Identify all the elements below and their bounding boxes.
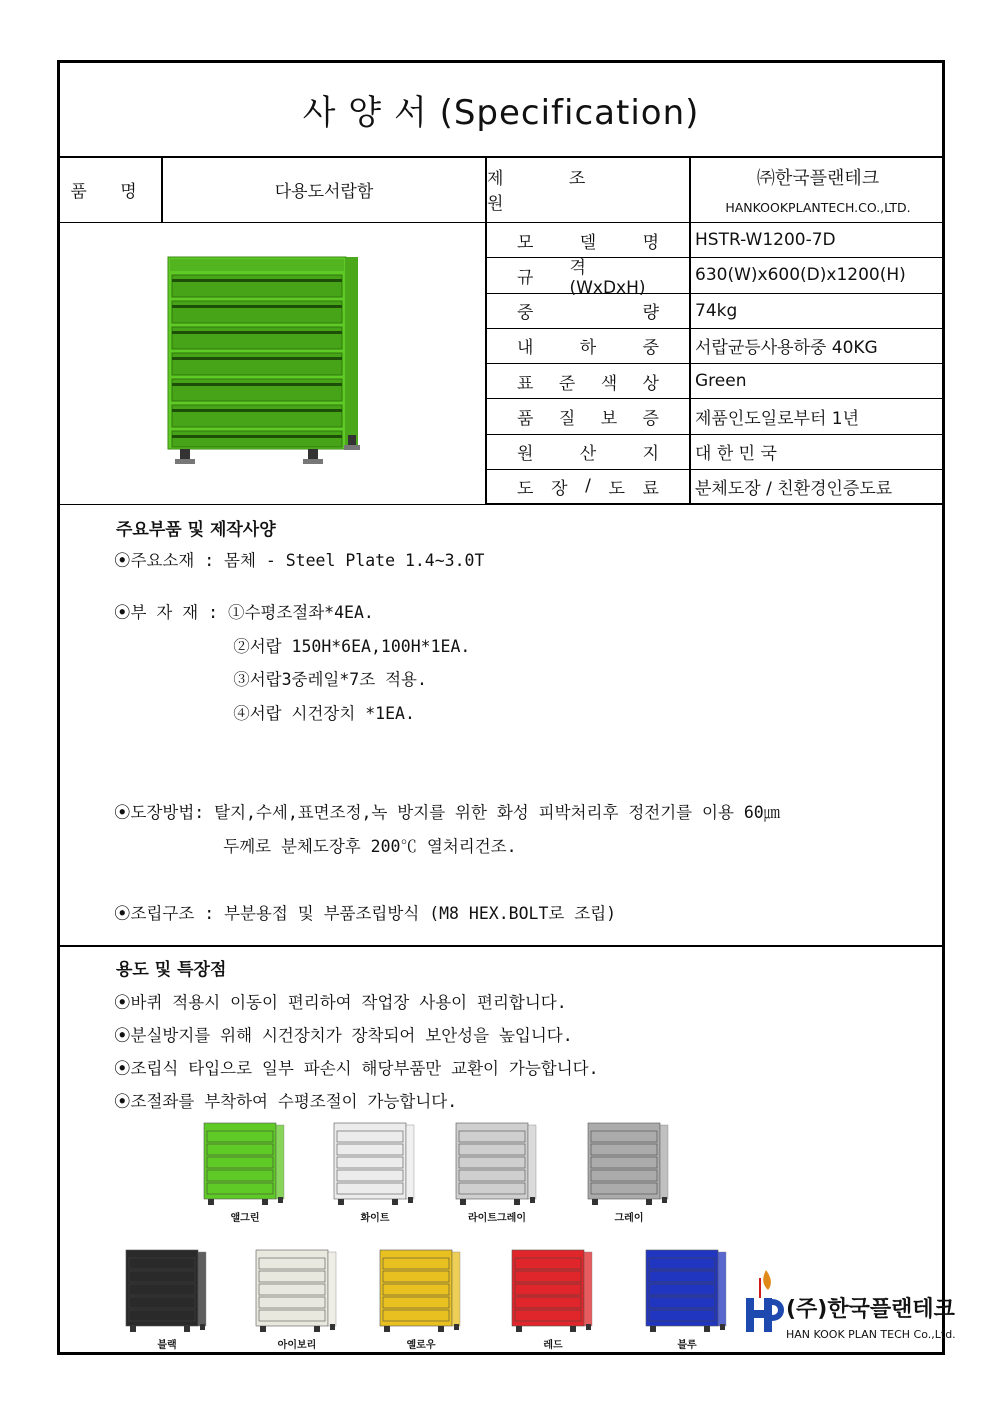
spec-label-part: 격 (WxDxH) <box>569 257 646 298</box>
logo-text-en: HAN KOOK PLAN TECH Co.,Ltd. <box>786 1328 956 1341</box>
spec-label-part: / <box>585 476 591 497</box>
spec-label-part: 품 <box>517 408 534 429</box>
spec-label-part: 보 <box>600 408 618 429</box>
spec-label-part: 중 <box>517 303 534 324</box>
color-cabinet-icon <box>330 1121 422 1207</box>
parts-heading: 주요부품 및 제작사양 <box>116 520 276 540</box>
spec-label-part: 내 <box>517 338 534 359</box>
spec-label <box>487 364 691 399</box>
company-logo-icon <box>740 1268 786 1338</box>
color-name-label: 아이보리 <box>277 1340 317 1351</box>
spec-label-part: 델 <box>579 232 597 253</box>
logo-text-kr: (주)한국플랜테크 <box>786 1297 955 1322</box>
product-name-value: 다용도서랍함 <box>163 156 487 223</box>
spec-label-part: 중 <box>642 338 659 359</box>
product-image-area <box>60 223 487 505</box>
color-name-label: 블루 <box>677 1340 697 1351</box>
color-name-label: 레드 <box>543 1340 563 1351</box>
spec-label <box>487 329 691 364</box>
feature-line: ⦿바퀴 적용시 이동이 편리하여 작업장 사용이 편리합니다. <box>114 993 567 1012</box>
spec-label-part: 료 <box>642 478 659 499</box>
spec-label-part: 도 <box>517 478 534 499</box>
parts-line: ⦿조립구조 : 부분용접 및 부품조립방식 (M8 HEX.BOLT로 조립) <box>114 904 617 923</box>
spec-label <box>487 257 691 298</box>
spec-label-part: 모 <box>517 232 534 253</box>
spec-label-part: 지 <box>642 444 659 465</box>
spec-value: 74kg <box>691 294 945 329</box>
color-name-label: 라이트그레이 <box>468 1213 526 1224</box>
spec-label-part: 하 <box>579 338 597 359</box>
spec-label-part: 규 <box>517 267 534 288</box>
parts-line: ⦿도장방법: 탈지,수세,표면조정,녹 방지를 위한 화성 피박처리후 정전기를 이용 60㎛ <box>114 803 781 822</box>
color-cabinet-icon <box>642 1248 734 1334</box>
product-cabinet-image <box>158 249 388 479</box>
color-name-label: 블랙 <box>157 1340 177 1351</box>
spec-value: 서랍균등사용하중 40KG <box>691 329 945 364</box>
color-name-label: 옐로우 <box>406 1340 436 1351</box>
maker-label: 제 조 원 <box>487 156 691 223</box>
spec-value: Green <box>691 364 945 399</box>
color-name-label: 화이트 <box>360 1213 390 1224</box>
spec-value: HSTR-W1200-7D <box>691 223 945 258</box>
spec-label-part: 산 <box>579 444 597 465</box>
spec-label-part: 명 <box>642 232 659 253</box>
feature-line: ⦿조립식 타입으로 일부 파손시 해당부품만 교환이 가능합니다. <box>114 1059 599 1078</box>
feature-line: ⦿조절좌를 부착하여 수평조절이 가능합니다. <box>114 1092 458 1111</box>
spec-value: 제품인도일로부터 1년 <box>691 399 945 434</box>
spec-label <box>487 399 691 434</box>
spec-label-part: 상 <box>642 373 659 394</box>
spec-label-part: 원 <box>517 444 534 465</box>
spec-label-part: 표 <box>517 373 534 394</box>
spec-label-part: 장 <box>551 478 568 499</box>
color-cabinet-icon <box>508 1248 600 1334</box>
features-heading: 용도 및 특장점 <box>116 960 227 980</box>
spec-label-part: 색 <box>600 373 618 394</box>
company-logo <box>740 1268 956 1348</box>
maker-value <box>691 156 945 223</box>
spec-value: 대 한 민 국 <box>691 435 945 470</box>
color-cabinet-icon <box>252 1248 344 1334</box>
parts-line: 두께로 분체도장후 200℃ 열처리건조. <box>114 837 517 856</box>
spec-value: 630(W)x600(D)x1200(H) <box>691 258 945 293</box>
spec-sheet <box>57 60 956 1355</box>
spec-label-part: 증 <box>642 408 659 429</box>
spec-value: 분체도장 / 친환경인증도료 <box>691 470 945 505</box>
spec-label <box>487 435 691 470</box>
product-name-label: 품 명 <box>60 156 163 223</box>
spec-label-part: 량 <box>642 303 659 324</box>
spec-label-part: 준 <box>558 373 576 394</box>
parts-line: ②서랍 150H*6EA,100H*1EA. <box>114 637 471 656</box>
parts-line: ③서랍3중레일*7조 적용. <box>114 670 427 689</box>
section-divider <box>60 945 942 947</box>
document-title: 사 양 서 (Specification) <box>60 63 942 158</box>
parts-line: ⦿부 자 재 : ①수평조절좌*4EA. <box>114 603 374 622</box>
parts-line: ④서랍 시건장치 *1EA. <box>114 704 415 723</box>
color-name-label: 그레이 <box>614 1213 644 1224</box>
spec-label <box>487 470 691 505</box>
color-cabinet-icon <box>452 1121 544 1207</box>
maker-name-en: HANKOOKPLANTECH.CO.,LTD. <box>725 199 911 215</box>
color-cabinet-icon <box>200 1121 292 1207</box>
parts-line: ⦿주요소재 : 몸체 - Steel Plate 1.4~3.0T <box>114 551 485 570</box>
spec-label <box>487 294 691 329</box>
color-cabinet-icon <box>584 1121 676 1207</box>
spec-label-part: 질 <box>558 408 576 429</box>
color-name-label: 앨그린 <box>230 1213 260 1224</box>
color-cabinet-icon <box>122 1248 214 1334</box>
spec-label-part: 도 <box>608 478 625 499</box>
maker-name-kr: ㈜한국플랜테크 <box>756 167 880 189</box>
feature-line: ⦿분실방지를 위해 시건장치가 장착되어 보안성을 높입니다. <box>114 1026 573 1045</box>
color-cabinet-icon <box>376 1248 468 1334</box>
